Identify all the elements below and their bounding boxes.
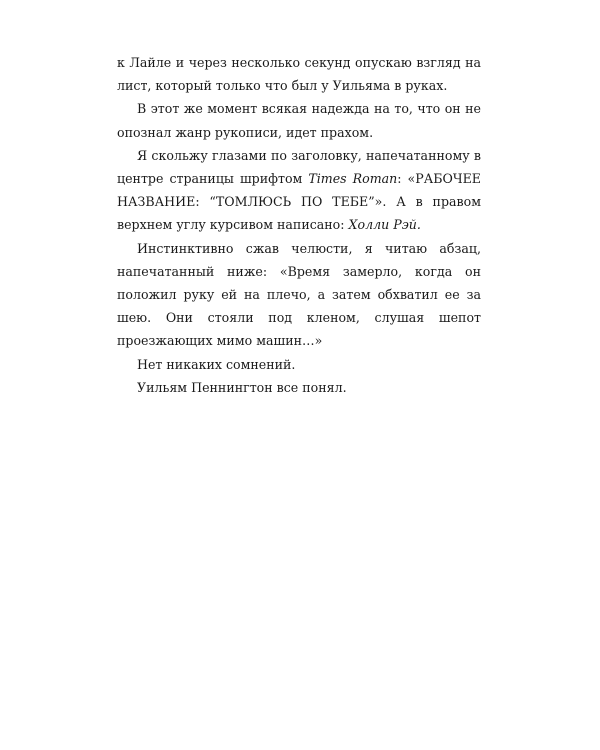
body-text (117, 51, 481, 399)
paragraph-4: Инстинктивно сжав челюсти, я читаю абзац, напечатанный ниже: «Время замерло, когда он положил руку ей на плечо, а затем обхватил ее за шею. Они стояли под кленом, слушая шепот проезжающих мимо машин…» (117, 240, 481, 349)
font-name-italic: Times Roman (308, 171, 398, 187)
paragraph-5: Нет никаких сомнений. (137, 356, 296, 372)
paragraph-2: В этот же момент всякая надежда на то, что он не опознал жанр рукописи, идет прахом. (117, 101, 481, 140)
paragraph-1: к Лайле и через несколько секунд опускаю взгляд на лист, который только что был у Уильяма в руках. (117, 55, 481, 94)
paragraph-6: Уильям Пеннингтон все понял. (137, 379, 347, 395)
paragraph-3-part-a: Я скольжу глазами по заголовку, напечатанному в центре страницы шрифтом (117, 147, 481, 187)
author-pen-name-italic: Холли Рэй. (348, 217, 421, 233)
paragraph-3-part-c: : «РАБОЧЕЕ НАЗВАНИЕ: “ТОМЛЮСЬ ПО ТЕБЕ”». А в правом верхнем углу курсивом написано: (117, 171, 481, 233)
paragraph-3 (117, 144, 481, 237)
